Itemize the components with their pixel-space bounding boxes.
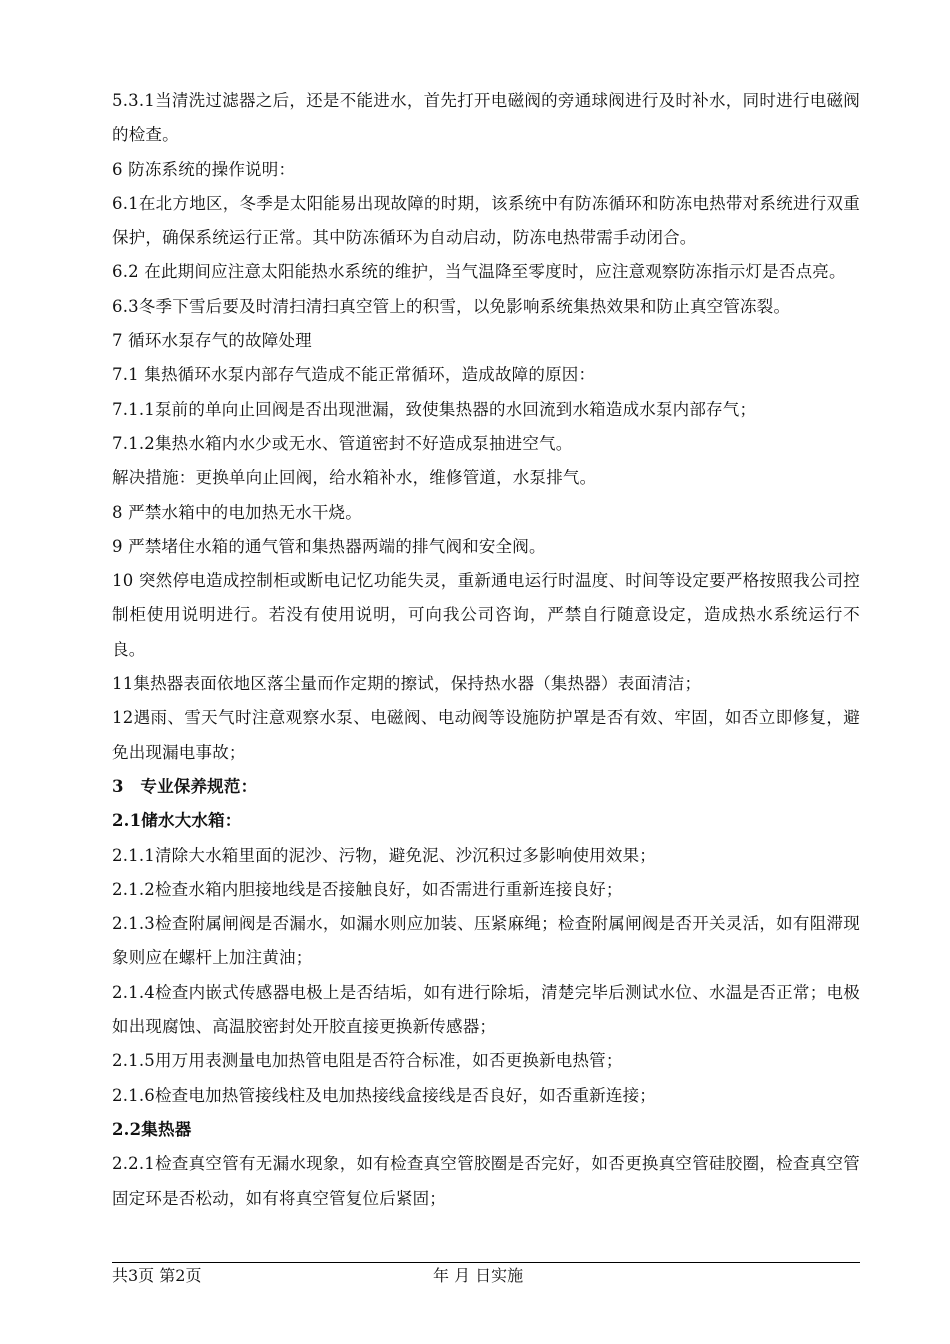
paragraph: 12遇雨、雪天气时注意观察水泵、电磁阀、电动阀等设施防护罩是否有效、牢固，如否立即修复，避免出现漏电事故； <box>112 708 860 762</box>
paragraph: 2.1.2检查水箱内胆接地线是否接触良好，如否需进行重新连接良好； <box>112 879 623 899</box>
paragraph: 10 突然停电造成控制柜或断电记忆功能失灵，重新通电运行时温度、时间等设定要严格按照我公司控制柜使用说明进行。若没有使用说明，可向我公司咨询，严禁自行随意设定，造成热水系统运行不良。 <box>112 571 860 659</box>
paragraph: 解决措施：更换单向止回阀，给水箱补水，维修管道，水泵排气。 <box>112 468 597 488</box>
document-body <box>112 84 860 1216</box>
paragraph: 6.2 在此期间应注意太阳能热水系统的维护，当气温降至零度时，应注意观察防冻指示灯是否点亮。 <box>112 262 846 282</box>
paragraph: 2.1.5用万用表测量电加热管电阻是否符合标准，如否更换新电热管； <box>112 1051 623 1071</box>
paragraph: 2.1.1清除大水箱里面的泥沙、污物，避免泥、沙沉积过多影响使用效果； <box>112 845 656 865</box>
paragraph: 8 严禁水箱中的电加热无水干烧。 <box>112 502 362 522</box>
footer-effective-date: 年 月 日实施 <box>433 1266 524 1285</box>
section-heading: 2.2集热器 <box>112 1119 192 1139</box>
section-heading: 3 专业保养规范： <box>112 776 258 796</box>
paragraph: 11集热器表面依地区落尘量而作定期的擦试，保持热水器（集热器）表面清洁； <box>112 674 702 694</box>
paragraph: 9 严禁堵住水箱的通气管和集热器两端的排气阀和安全阀。 <box>112 536 546 556</box>
paragraph: 6.3冬季下雪后要及时清扫清扫真空管上的积雪，以免影响系统集热效果和防止真空管冻裂。 <box>112 296 791 316</box>
footer-page-info: 共3页 第2页 <box>112 1266 202 1285</box>
paragraph: 2.1.6检查电加热管接线柱及电加热接线盒接线是否良好，如否重新连接； <box>112 1085 656 1105</box>
paragraph: 6 防冻系统的操作说明： <box>112 159 296 179</box>
paragraph: 7.1.1泵前的单向止回阀是否出现泄漏，致使集热器的水回流到水箱造成水泵内部存气； <box>112 399 757 419</box>
paragraph: 6.1在北方地区，冬季是太阳能易出现故障的时期，该系统中有防冻循环和防冻电热带对系统进行双重保护，确保系统运行正常。其中防冻循环为自动启动，防冻电热带需手动闭合。 <box>112 193 860 248</box>
section-heading: 2.1储水大水箱： <box>112 811 242 831</box>
paragraph: 5.3.1当清洗过滤器之后，还是不能进水，首先打开电磁阀的旁通球阀进行及时补水，同时进行电磁阀的检查。 <box>112 91 860 145</box>
paragraph: 7.1 集热循环水泵内部存气造成不能正常循环，造成故障的原因： <box>112 365 596 385</box>
paragraph: 7.1.2集热水箱内水少或无水、管道密封不好造成泵抽进空气。 <box>112 433 573 453</box>
paragraph: 2.2.1检查真空管有无漏水现象，如有检查真空管胶圈是否完好，如否更换真空管硅胶圈，检查真空管固定环是否松动，如有将真空管复位后紧固； <box>112 1154 860 1208</box>
paragraph: 2.1.3检查附属闸阀是否漏水，如漏水则应加装、压紧麻绳；检查附属闸阀是否开关灵活，如有阻滞现象则应在螺杆上加注黄油； <box>112 914 860 968</box>
paragraph: 2.1.4检查内嵌式传感器电极上是否结垢，如有进行除垢，清楚完毕后测试水位、水温是否正常；电极如出现腐蚀、高温胶密封处开胶直接更换新传感器； <box>112 982 860 1037</box>
footer-divider <box>112 1262 860 1263</box>
paragraph: 7 循环水泵存气的故障处理 <box>112 331 312 351</box>
